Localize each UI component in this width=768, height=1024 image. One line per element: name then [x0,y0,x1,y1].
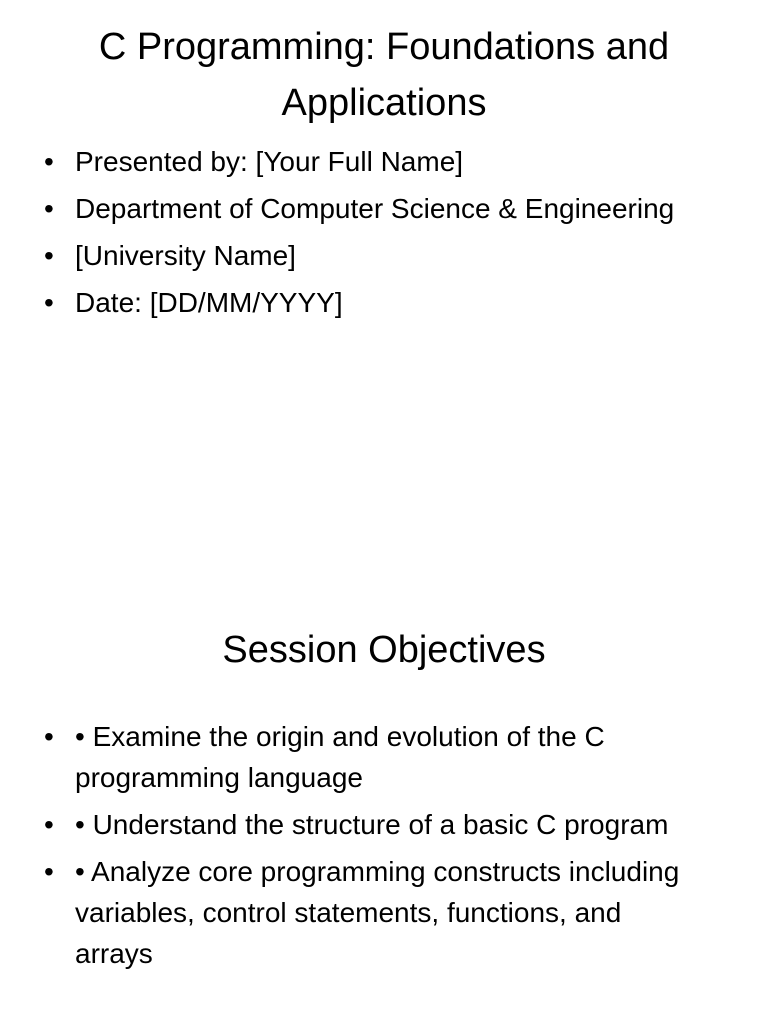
list-item [44,804,704,845]
list-item [44,282,704,323]
bullet-text: [University Name] [75,240,296,271]
bullet-list [44,141,704,329]
bullet-text: • Analyze core programming constructs including variables, control statements, functions, and arrays [75,856,680,969]
bullet-icon: • [44,856,54,887]
bullet-text: • Understand the structure of a basic C program [75,809,669,840]
bullet-icon: • [44,809,54,840]
bullet-text: Presented by: [Your Full Name] [75,146,464,177]
list-item [44,851,704,974]
list-item [44,716,704,798]
bullet-icon: • [44,721,54,752]
slide-title: C Programming: Foundations and Applications [98,26,670,124]
bullet-text: Department of Computer Science & Engineering [75,193,675,224]
objectives-slide [0,512,768,1024]
bullet-list [44,716,704,980]
list-item [44,141,704,182]
bullet-icon: • [44,287,54,318]
slide-title: Session Objectives [222,629,546,671]
bullet-text: • Examine the origin and evolution of the C programming language [75,721,605,793]
list-item [44,235,704,276]
bullet-text: Date: [DD/MM/YYYY] [75,287,343,318]
bullet-icon: • [44,146,54,177]
bullet-icon: • [44,193,54,224]
list-item [44,188,704,229]
bullet-icon: • [44,240,54,271]
